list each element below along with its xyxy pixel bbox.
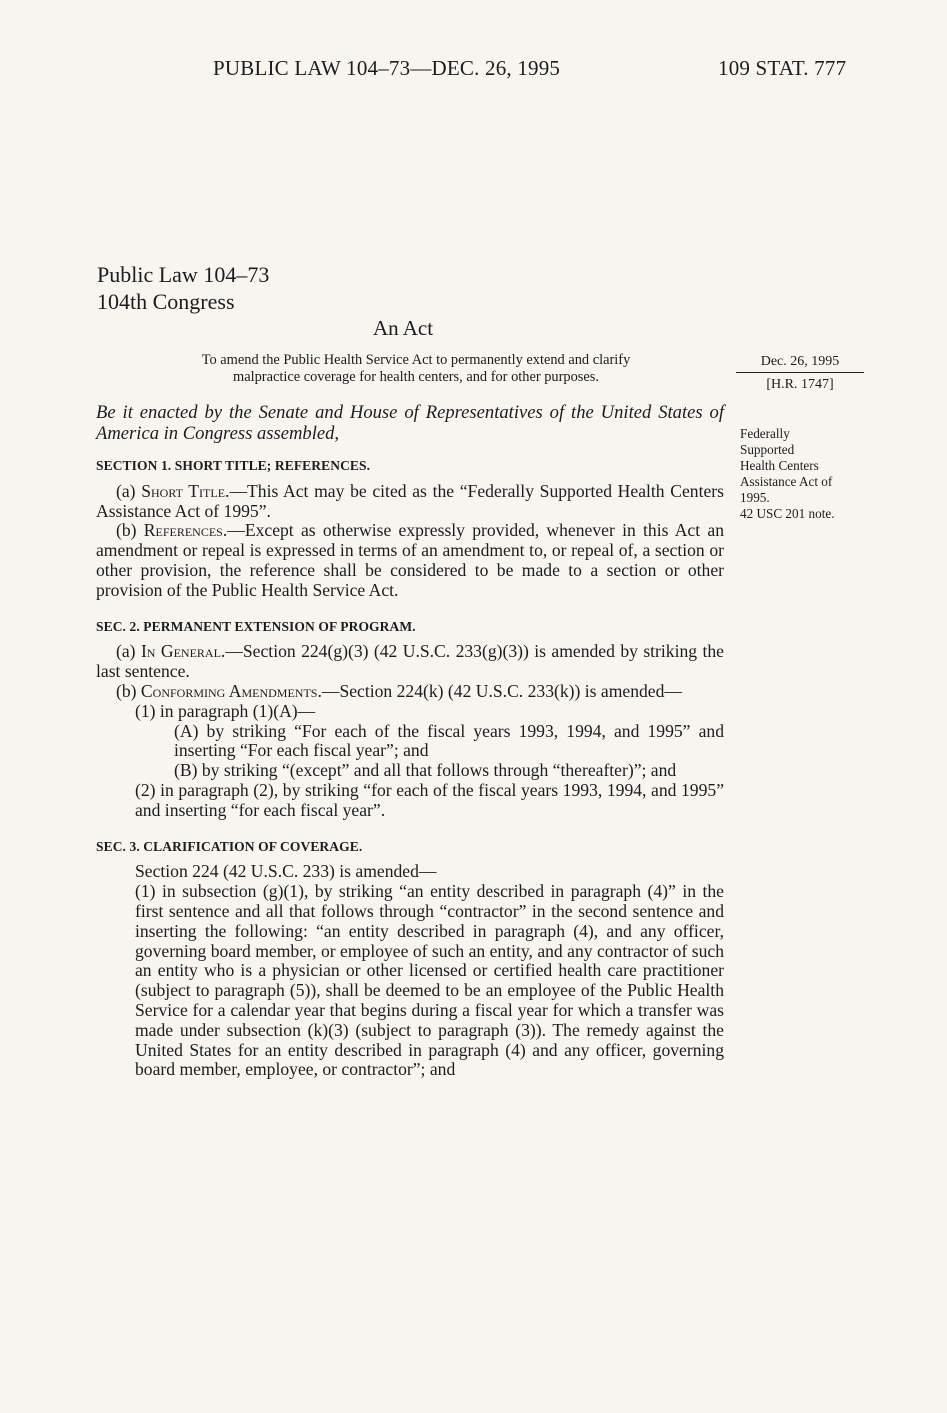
subsection-text: .—Section 224(k) (42 U.S.C. 233(k)) is amended— xyxy=(317,680,682,701)
statutes-citation: 109 STAT. 777 xyxy=(718,56,847,80)
enactment-date: Dec. 26, 1995 xyxy=(760,354,840,369)
enactment-date-block xyxy=(736,352,864,395)
subparagraph-text: (B) by striking “(except” and all that follows through “thereafter)”; and xyxy=(174,760,677,781)
subsection-caption: References xyxy=(143,520,223,541)
subsection-caption: Conforming Amendments xyxy=(140,680,318,701)
subsection-label: (a) xyxy=(116,641,141,662)
section-1-heading: SECTION 1. SHORT TITLE; REFERENCES. xyxy=(96,458,371,473)
public-law-number: Public Law 104–73 xyxy=(97,262,270,287)
statute-body xyxy=(96,402,724,1080)
subsection-label: (a) xyxy=(116,480,142,501)
congress-number: 104th Congress xyxy=(97,289,235,314)
subsection-caption: In General xyxy=(140,641,221,662)
section-2-paragraph-1: (1) in paragraph (1)(A)— xyxy=(135,700,316,721)
subparagraph-text: (A) by striking “For each of the fiscal years 1993, 1994, and 1995” and inserting “For each fiscal year”; and xyxy=(174,720,724,761)
subsection-text: .—Section 224(g)(3) (42 U.S.C. 233(g)(3)) is amended by striking the last sentence. xyxy=(96,641,724,682)
margin-note-short-title xyxy=(740,426,835,522)
date-rule xyxy=(736,372,864,373)
section-2-subparagraph-B xyxy=(174,761,724,781)
section-2-heading: SEC. 2. PERMANENT EXTENSION OF PROGRAM. xyxy=(96,618,416,634)
margin-note-line: Supported xyxy=(740,442,795,457)
margin-note-line: 1995. xyxy=(740,490,770,505)
margin-note-line: Assistance Act of xyxy=(740,474,833,489)
an-act-title: An Act xyxy=(373,316,434,340)
margin-note-line: Health Centers xyxy=(740,458,819,473)
subsection-label: (b) xyxy=(116,680,141,701)
section-1-subsection-b xyxy=(96,521,724,600)
section-2-subsection-b xyxy=(96,682,724,702)
running-title: PUBLIC LAW 104–73—DEC. 26, 1995 xyxy=(213,56,561,80)
section-2-paragraph-2: (2) in paragraph (2), by striking “for each of the fiscal years 1993, 1994, and 1995” and inserting “for each fiscal year”. xyxy=(135,779,724,820)
margin-note-line: Federally xyxy=(740,426,790,441)
enacting-clause: Be it enacted by the Senate and House of Representatives of the United States of America in Congress assembled, xyxy=(96,402,724,444)
section-3-heading: SEC. 3. CLARIFICATION OF COVERAGE. xyxy=(96,838,363,854)
section-3-intro: Section 224 (42 U.S.C. 233) is amended— xyxy=(135,861,437,882)
section-2-subparagraph-A xyxy=(174,722,724,762)
section-3-paragraph-1: (1) in subsection (g)(1), by striking “an entity described in paragraph (4)” in the first sentence and all that follows through “contractor” in the second sentence and inserting the following: “an entity described in paragraph (4), and any officer, governing board member, or employee of such an entity, and any contractor of such an entity who is a physician or other licensed or certified health care practitioner (subject to paragraph (5)), shall be deemed to be an employee of the Public Health Service for a calendar year that begins during a fiscal year for which a transfer was made under subsection (k)(3) (subject to paragraph (3)). The remedy against the United States for an entity described in paragraph (4) and any officer, governing board member, employee, or contractor”; and xyxy=(135,881,724,1080)
margin-note-line: 42 USC 201 note. xyxy=(740,506,835,521)
purpose-line: To amend the Public Health Service Act to permanently extend and clarify xyxy=(201,352,631,368)
bill-number: [H.R. 1747] xyxy=(766,377,834,392)
section-2-subsection-a xyxy=(96,642,724,682)
purpose-statement xyxy=(137,352,695,386)
subsection-caption: Short Title xyxy=(141,480,226,501)
section-1-subsection-a xyxy=(96,482,724,522)
subsection-text: .—This Act may be cited as the “Federally Supported Health Centers Assistance Act of 1995”. xyxy=(96,480,724,521)
purpose-line: malpractice coverage for health centers, and for other purposes. xyxy=(233,369,599,385)
subsection-text: .—Except as otherwise expressly provided, whenever in this Act an amendment or repeal is expressed in terms of an amendment to, or repeal of, a section or other provision, the reference shall be considered to be made to a section or other provision of the Public Health Service Act. xyxy=(96,520,724,600)
subsection-label: (b) xyxy=(116,520,144,541)
